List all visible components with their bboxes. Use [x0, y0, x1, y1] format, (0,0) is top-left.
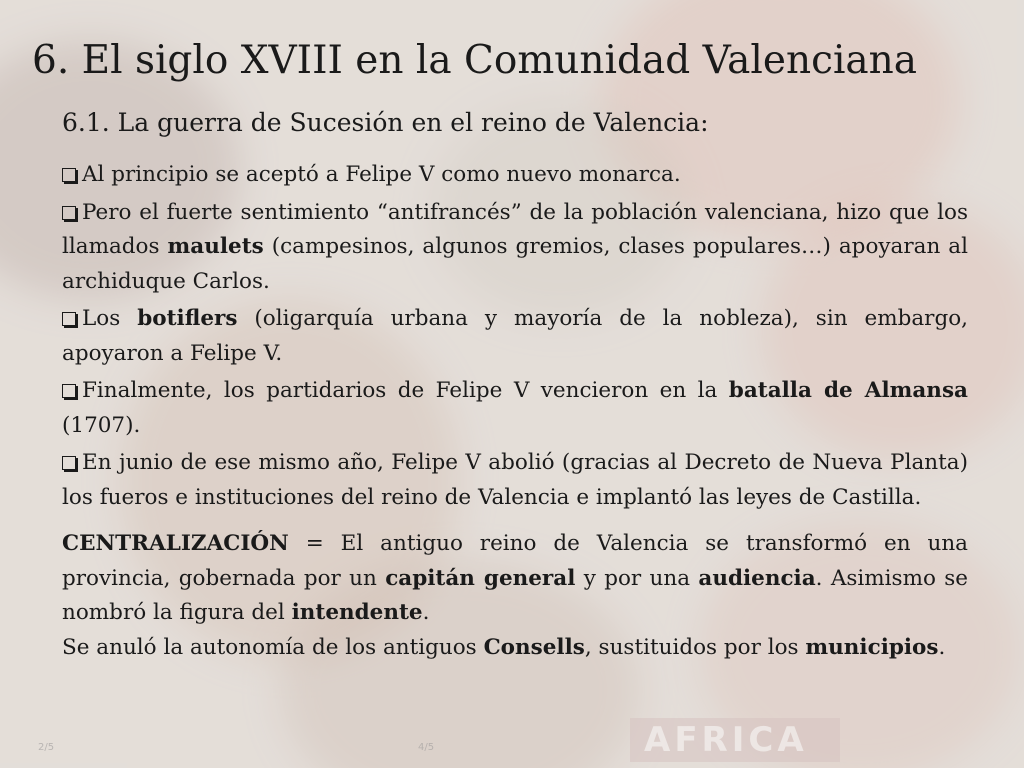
bullet-item: En junio de ese mismo año, Felipe V abolió (gracias al Decreto de Nueva Planta) los fueros e instituciones del reino de Valencia e implantó las leyes de Castilla.	[62, 450, 968, 510]
slide-body	[62, 158, 968, 665]
consells-paragraph: Se anuló la autonomía de los antiguos Consells, sustituidos por los municipios.	[62, 634, 946, 660]
bold-term: botiflers	[137, 306, 238, 331]
checkbox-bullet-icon	[62, 168, 76, 182]
centralizacion-paragraph: CENTRALIZACIÓN = El antiguo reino de Valencia se transformó en una provincia, gobernada por un capitán general y por una audiencia. Asimismo se nombró la figura del intendente.	[62, 531, 968, 625]
slide-subtitle: 6.1. La guerra de Sucesión en el reino de Valencia:	[62, 108, 709, 137]
bullet-item: Los botiflers (oligarquía urbana y mayoría de la nobleza), sin embargo, apoyaron a Felipe V.	[62, 306, 969, 366]
bullet-item: Pero el fuerte sentimiento “antifrancés” de la población valenciana, hizo que los llamados maulets (campesinos, algunos gremios, clases populares…) apoyaran al archiduque Carlos.	[62, 199, 968, 294]
bold-term: maulets	[167, 234, 264, 259]
checkbox-bullet-icon	[62, 384, 76, 398]
bullet-item: Al principio se aceptó a Felipe V como nuevo monarca.	[62, 158, 968, 193]
checkbox-bullet-icon	[62, 206, 76, 220]
bold-term: batalla de Almansa	[728, 378, 968, 403]
checkbox-bullet-icon	[62, 312, 76, 326]
bullet-item: Finalmente, los partidarios de Felipe V vencieron en la batalla de Almansa (1707).	[62, 378, 968, 438]
checkbox-bullet-icon	[62, 456, 76, 470]
slide-title: 6. El siglo XVIII en la Comunidad Valenciana	[32, 38, 918, 83]
